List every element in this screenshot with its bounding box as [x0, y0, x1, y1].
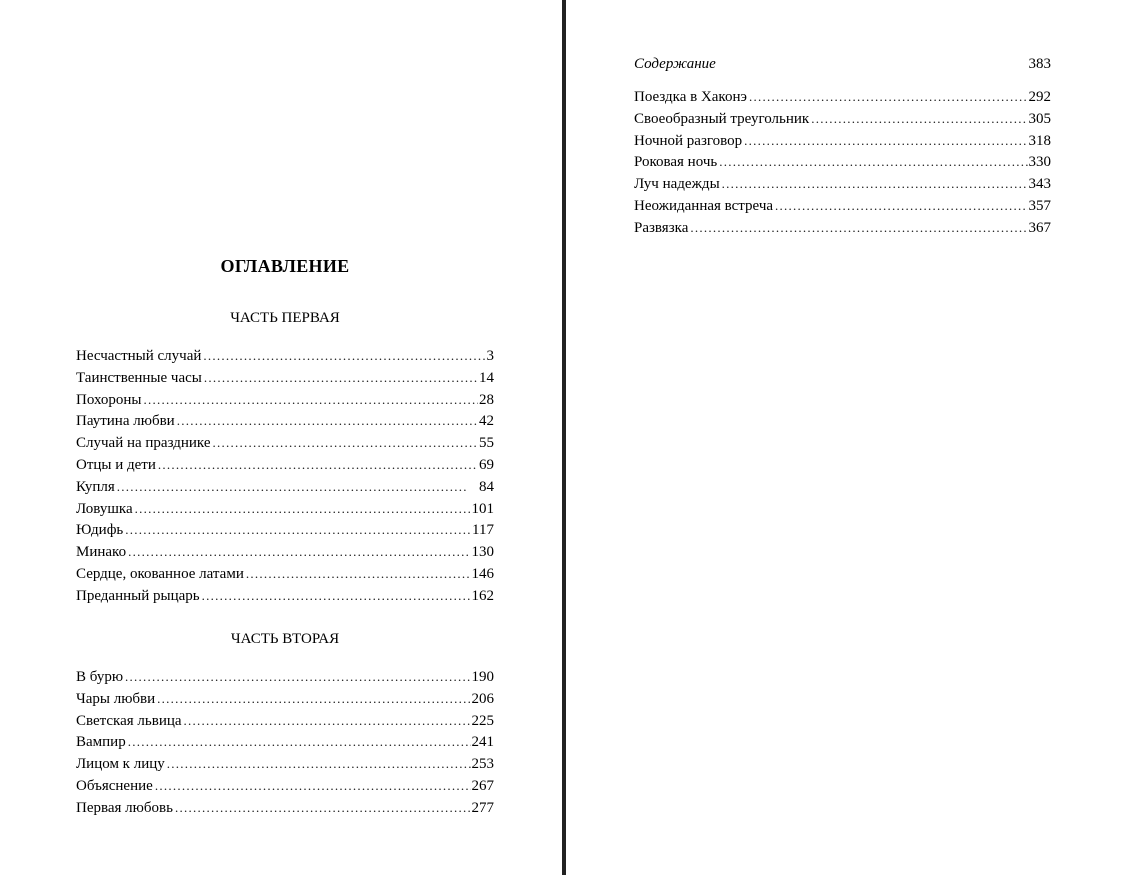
entry-page: 305 — [1028, 110, 1051, 127]
part-two-title: ЧАСТЬ ВТОРАЯ — [230, 631, 340, 647]
running-head — [634, 56, 1051, 73]
toc-entry — [76, 710, 494, 732]
entry-page: 357 — [1028, 197, 1051, 214]
leader-dots — [244, 563, 471, 585]
leader-dots — [165, 753, 471, 775]
entry-page: 343 — [1028, 176, 1051, 193]
toc-entry — [634, 217, 1051, 239]
toc-entry — [76, 731, 494, 753]
leader-dots — [142, 389, 479, 411]
entry-page: 130 — [471, 544, 494, 561]
entry-page: 3 — [486, 348, 494, 364]
entry-page: 367 — [1028, 219, 1051, 236]
entry-page: 117 — [472, 522, 494, 539]
entry-title: В бурю — [76, 669, 124, 685]
entry-title: Паутина любви — [76, 413, 175, 430]
leader-dots — [126, 731, 471, 753]
leader-dots — [747, 86, 1028, 108]
entry-title: Объяснение — [76, 777, 153, 794]
entry-title: Неожиданная встреча — [634, 197, 774, 214]
entry-title: Преданный рыцарь — [76, 587, 200, 604]
part-one-title: ЧАСТЬ ПЕРВАЯ — [230, 310, 340, 326]
entry-page: 241 — [471, 734, 494, 751]
running-head-title: Содержание — [634, 56, 716, 72]
toc-entry — [634, 86, 1051, 108]
entry-title: Своеобразный треугольник — [634, 110, 810, 127]
entry-title: Таинственные часы — [76, 369, 202, 386]
entry-page: 206 — [471, 690, 494, 707]
toc-entry — [76, 519, 494, 541]
leader-dots — [201, 345, 485, 367]
toc-entry — [76, 541, 494, 563]
entry-page: 277 — [471, 799, 494, 816]
toc-entry — [76, 389, 494, 411]
entry-page: 42 — [479, 413, 494, 430]
toc-title: ОГЛАВЛЕНИЕ — [220, 256, 350, 276]
entry-title: Роковая ночь — [634, 154, 718, 171]
leader-dots — [773, 195, 1027, 217]
leader-dots — [175, 410, 478, 432]
leader-dots — [173, 797, 471, 819]
leader-dots — [809, 108, 1027, 130]
entry-page: 14 — [479, 369, 494, 386]
entry-page: 292 — [1028, 89, 1051, 105]
toc-entry — [634, 130, 1051, 152]
entry-title: Луч надежды — [634, 176, 720, 193]
toc-entry — [76, 345, 494, 367]
toc-entry — [76, 410, 494, 432]
entry-page: 267 — [471, 777, 494, 794]
entry-title: Сердце, окованное латами — [76, 565, 244, 582]
toc-entry — [76, 688, 494, 710]
entry-title: Ночной разговор — [634, 132, 743, 149]
leader-dots — [155, 688, 470, 710]
leader-dots — [115, 476, 478, 498]
leader-dots — [156, 454, 478, 476]
leader-dots — [126, 541, 470, 563]
leader-dots — [133, 498, 471, 520]
entry-page: 330 — [1028, 154, 1051, 171]
entry-title: Вампир — [76, 734, 126, 751]
entry-page: 162 — [471, 587, 494, 604]
entry-page: 190 — [471, 669, 494, 685]
leader-dots — [182, 710, 471, 732]
leader-dots — [153, 775, 471, 797]
toc-entry — [76, 454, 494, 476]
entry-page: 55 — [479, 435, 494, 452]
toc-entry — [76, 585, 494, 607]
toc-entry — [76, 432, 494, 454]
part-two-list — [76, 666, 494, 819]
left-page — [0, 0, 562, 875]
leader-dots — [720, 173, 1028, 195]
toc-entry — [634, 195, 1051, 217]
leader-dots — [211, 432, 478, 454]
entry-page: 225 — [471, 712, 494, 729]
toc-entry — [76, 563, 494, 585]
entry-title: Случай на празднике — [76, 435, 211, 452]
entry-title: Чары любви — [76, 690, 156, 707]
toc-entry — [634, 151, 1051, 173]
leader-dots — [717, 151, 1027, 173]
toc-entry — [76, 775, 494, 797]
entry-title: Светская львица — [76, 712, 182, 729]
entry-page: 69 — [479, 456, 494, 473]
leader-dots — [202, 367, 478, 389]
continued-toc-list — [634, 86, 1051, 239]
entry-title: Поездка в Хаконэ — [634, 89, 747, 105]
leader-dots — [688, 217, 1027, 239]
entry-title: Отцы и дети — [76, 456, 156, 473]
toc-entry — [76, 367, 494, 389]
leader-dots — [123, 519, 471, 541]
entry-title: Развязка — [634, 219, 689, 236]
entry-page: 101 — [471, 500, 494, 517]
toc-entry — [76, 476, 494, 498]
entry-page: 253 — [471, 756, 494, 773]
leader-dots — [200, 585, 471, 607]
entry-title: Юдифь — [76, 522, 124, 539]
entry-title: Похороны — [76, 391, 142, 408]
part-one-list — [76, 345, 494, 607]
toc-entry — [76, 797, 494, 819]
leader-dots — [123, 666, 470, 688]
entry-title: Минако — [76, 544, 127, 561]
toc-entry — [76, 498, 494, 520]
toc-entry — [76, 753, 494, 775]
entry-page: 146 — [471, 565, 494, 582]
entry-title: Ловушка — [76, 500, 133, 517]
entry-title: Купля — [76, 478, 115, 495]
toc-entry — [634, 108, 1051, 130]
toc-entry — [634, 173, 1051, 195]
page-number: 383 — [1028, 56, 1051, 72]
entry-page: 84 — [479, 478, 494, 495]
entry-title: Несчастный случай — [76, 348, 202, 364]
entry-page: 318 — [1028, 132, 1051, 149]
toc-entry — [76, 666, 494, 688]
leader-dots — [742, 130, 1027, 152]
entry-title: Первая любовь — [76, 799, 173, 816]
entry-title: Лицом к лицу — [76, 756, 165, 773]
entry-page: 28 — [479, 391, 494, 408]
